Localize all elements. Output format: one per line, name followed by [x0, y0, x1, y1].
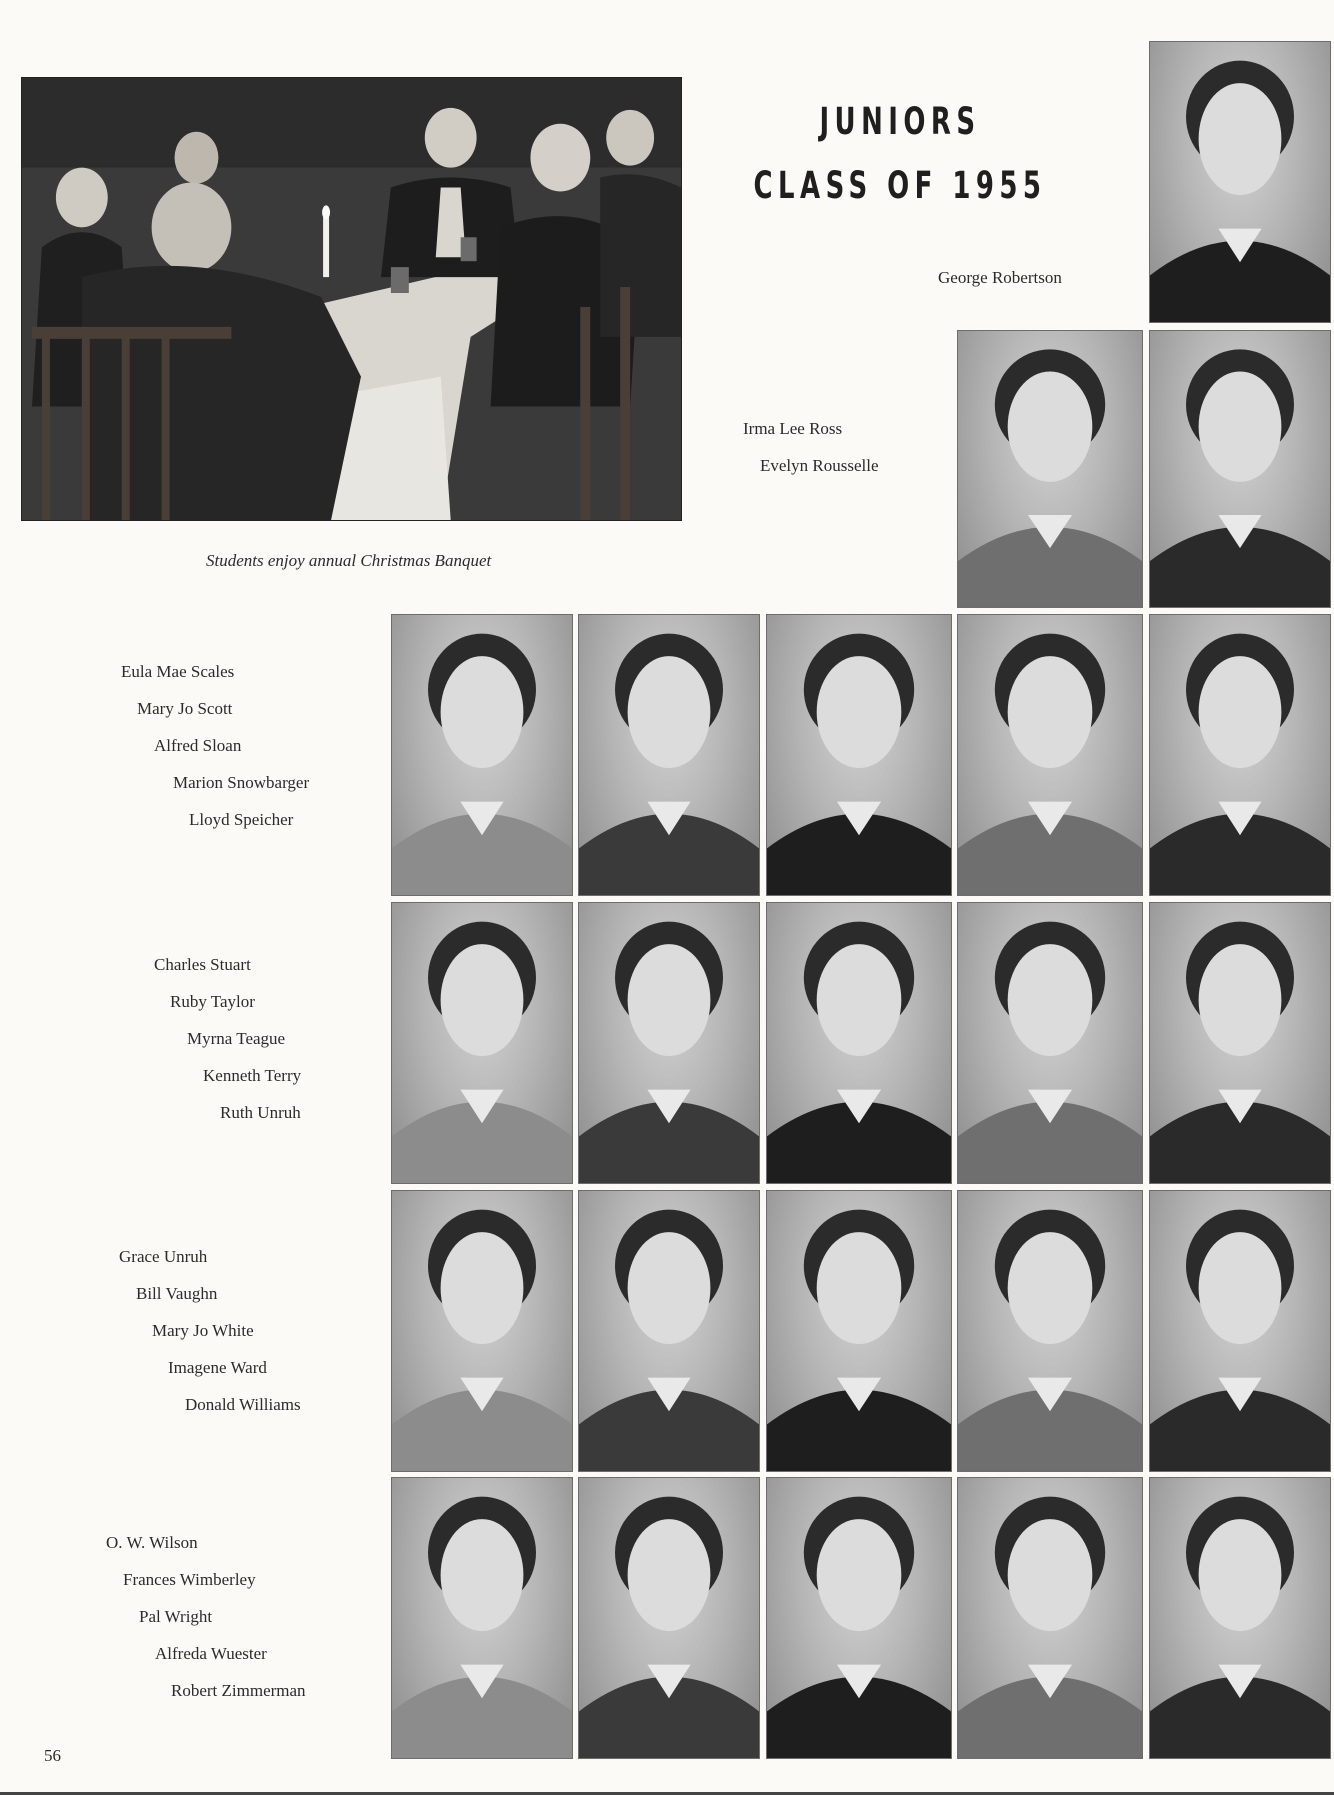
portrait-photo — [1149, 330, 1331, 608]
name-frances-wimberley: Frances Wimberley — [123, 1570, 256, 1589]
portrait-photo — [766, 614, 952, 896]
portrait-photo — [391, 1190, 573, 1472]
title-line-class: CLASS OF 1955 — [753, 164, 1047, 207]
name-bill-vaughn: Bill Vaughn — [136, 1284, 218, 1303]
name-donald-williams: Donald Williams — [185, 1395, 301, 1414]
portrait-photo — [957, 902, 1143, 1184]
name-robert-zimmerman: Robert Zimmerman — [171, 1681, 306, 1700]
name-evelyn-rousselle: Evelyn Rousselle — [760, 456, 879, 475]
portrait-photo — [578, 614, 760, 896]
banquet-photo — [21, 77, 682, 521]
name-grace-unruh: Grace Unruh — [119, 1247, 208, 1266]
portrait-photo — [957, 330, 1143, 608]
portrait-photo — [578, 1477, 760, 1759]
name-lloyd-speicher: Lloyd Speicher — [189, 810, 294, 829]
name-myrna-teague: Myrna Teague — [187, 1029, 286, 1048]
portrait-photo — [766, 902, 952, 1184]
portrait-photo — [766, 1477, 952, 1759]
portrait-photo — [391, 902, 573, 1184]
portrait-photo — [391, 614, 573, 896]
name-george-robertson: George Robertson — [938, 268, 1062, 287]
portrait-photo — [957, 614, 1143, 896]
portrait-photo — [766, 1190, 952, 1472]
portrait-photo — [1149, 1190, 1331, 1472]
name-ruby-taylor: Ruby Taylor — [170, 992, 255, 1011]
page-number: 56 — [44, 1746, 61, 1765]
portrait-photo — [1149, 902, 1331, 1184]
name-marion-snowbarger: Marion Snowbarger — [173, 773, 310, 792]
portrait-photo — [578, 902, 760, 1184]
title-line-juniors: JUNIORS — [819, 100, 981, 143]
portrait-photo — [578, 1190, 760, 1472]
name-eula-mae-scales: Eula Mae Scales — [121, 662, 235, 681]
name-ow-wilson: O. W. Wilson — [106, 1533, 198, 1552]
portrait-photo — [391, 1477, 573, 1759]
page-title — [744, 90, 1056, 218]
name-charles-stuart: Charles Stuart — [154, 955, 251, 974]
banquet-caption: Students enjoy annual Christmas Banquet — [206, 551, 492, 570]
name-alfred-sloan: Alfred Sloan — [154, 736, 242, 755]
name-ruth-unruh: Ruth Unruh — [220, 1103, 301, 1122]
portrait-photo — [1149, 614, 1331, 896]
name-imagene-ward: Imagene Ward — [168, 1358, 267, 1377]
name-mary-jo-white: Mary Jo White — [152, 1321, 254, 1340]
portrait-photo — [957, 1477, 1143, 1759]
name-pal-wright: Pal Wright — [139, 1607, 213, 1626]
portrait-photo — [1149, 41, 1331, 323]
name-kenneth-terry: Kenneth Terry — [203, 1066, 302, 1085]
name-mary-jo-scott: Mary Jo Scott — [137, 699, 233, 718]
name-irma-lee-ross: Irma Lee Ross — [743, 419, 843, 438]
portrait-photo — [1149, 1477, 1331, 1759]
portrait-photo — [957, 1190, 1143, 1472]
name-alfreda-wuester: Alfreda Wuester — [155, 1644, 267, 1663]
